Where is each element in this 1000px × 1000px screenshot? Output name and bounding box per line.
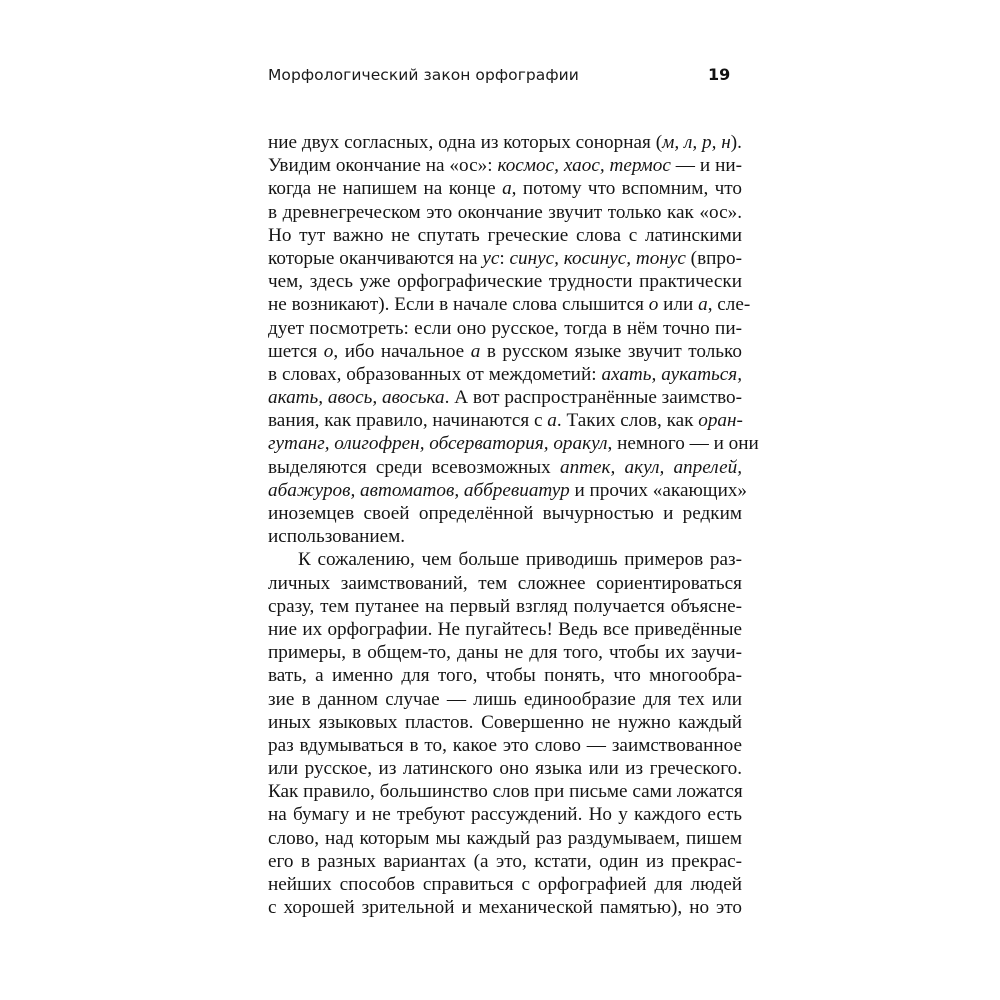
text-segment: в русском языке звучит только [480,340,742,362]
text-segment: выделяются среди всевозможных [268,456,560,478]
text-line [268,456,742,479]
text-line [268,201,742,224]
text-line [268,131,742,154]
italic-text: а [698,294,708,316]
text-segment: с хорошей зрительной и механической памятью), но это [268,897,742,919]
text-line [268,270,742,293]
text-segment: на бумагу и не требуют рассуждений. Но у каждого есть [268,804,742,826]
italic-text: абажуров, автоматов, аббревиатур [268,479,570,501]
text-line [268,340,742,363]
italic-text: синус, косинус, тонус [509,247,686,269]
text-segment: и прочих «акающих» [569,479,748,501]
text-line [268,664,742,687]
text-segment: не возникают). Если в начале слова слышится [268,294,649,316]
text-segment: слово, над которым мы каждый раз раздумываем, пишем [268,827,742,849]
text-segment: которые оканчиваются на [268,247,483,269]
text-segment: Как правило, большинство слов при письме сами ложатся [268,781,743,803]
running-head: Морфологический закон орфографии [268,66,579,84]
text-segment: — и ни- [670,155,742,177]
text-line [268,386,742,409]
text-segment: , ибо начальное [333,340,471,362]
text-segment: иных языковых пластов. Совершенно не нужно каждый [268,711,742,733]
text-segment: дует посмотреть: если оно русское, тогда в нём точно пи- [268,317,742,339]
text-segment: нейших способов справиться с орфографией для людей [268,874,742,895]
page-header [0,62,1000,92]
italic-text: оран- [698,410,743,432]
text-line [268,780,742,803]
text-line [268,595,742,618]
italic-text: о [323,340,334,362]
italic-text: космос, хаос, термос [497,155,671,177]
text-line [268,177,742,200]
italic-text: аптек, акул, апрелей, [559,456,743,478]
text-segment: ). [730,132,742,153]
italic-text: ус [482,247,500,269]
text-line [268,850,742,873]
text-segment: использованием. [268,526,406,548]
text-segment: (впро- [685,247,742,269]
text-segment: в словах, образованных от междометий: [268,363,602,385]
text-segment: примеры, в общем-то, даны не для того, чтобы их заучи- [268,642,742,664]
text-line [268,618,742,641]
text-segment: . А вот распространённые заимство- [444,387,743,409]
text-line [268,641,742,664]
text-segment: ние их орфографии. Не пугайтесь! Ведь все приведённые [268,618,742,640]
page-number: 19 [708,65,731,84]
text-segment: в древнегреческом это окончание звучит только как «ос». [268,201,742,223]
text-segment: : [499,247,510,269]
text-segment: когда не напишем на конце [268,178,503,200]
text-line [268,734,742,757]
text-segment: чем, здесь уже орфографические трудности практически [268,271,742,293]
text-segment: раз вдумываться в то, какое это слово — заимствованное [268,734,742,756]
text-line [268,896,742,919]
text-line [268,317,742,340]
text-segment: , потому что вспомним, что [511,178,742,200]
text-line [268,572,742,595]
text-line [268,803,742,826]
text-segment: ние двух согласных, одна из которых сонорная ( [268,132,663,153]
text-segment: вать, а именно для того, чтобы понять, что многообра- [268,665,742,687]
text-segment: , немного — и они [607,433,759,455]
text-line [268,293,751,316]
text-segment: , сле- [707,294,751,316]
italic-text: акать, авось, авоська [268,387,445,409]
text-segment: Но тут важно не спутать греческие слова с латинскими [268,224,742,246]
text-segment: К сожалению, чем больше приводишь примеров раз- [298,549,742,571]
italic-text: гутанг, олигофрен, обсерватория, оракул [268,433,608,455]
text-line [268,247,742,270]
text-segment: или [658,294,699,316]
text-line [268,873,742,896]
text-line [268,502,742,525]
italic-text: о [648,294,659,316]
text-line [268,525,742,548]
italic-text: а [470,340,481,362]
body-text [268,131,759,919]
text-line [268,479,748,502]
text-segment: зие в данном случае — лишь единообразие для тех или [268,688,742,710]
text-line [268,688,742,711]
text-segment: сразу, тем путанее на первый взгляд получается объясне- [268,595,742,617]
text-line [268,409,742,432]
italic-text: а [502,178,512,200]
text-segment: иноземцев своей определённой вычурностью и редким [268,503,742,524]
italic-text: ахать, аукаться, [601,363,743,385]
text-segment: . Таких слов, как [556,410,699,432]
text-segment: вания, как правило, начинаются с [268,410,548,432]
text-segment: Увидим окончание на «ос»: [268,155,498,177]
text-line [268,827,742,850]
italic-text: м, л, р, н [662,132,731,153]
text-line [268,757,742,780]
text-segment: или русское, из латинского оно языка или из греческого. [268,758,742,780]
text-segment: шется [268,340,324,362]
text-line [268,711,742,734]
text-segment: его в разных вариантах (а это, кстати, один из прекрас- [268,850,742,872]
text-line [268,432,759,455]
text-line [268,548,742,571]
italic-text: а [547,410,557,432]
text-line [268,363,742,386]
text-line [268,154,742,177]
text-line [268,224,742,247]
text-segment: личных заимствований, тем сложнее сориентироваться [268,572,742,594]
